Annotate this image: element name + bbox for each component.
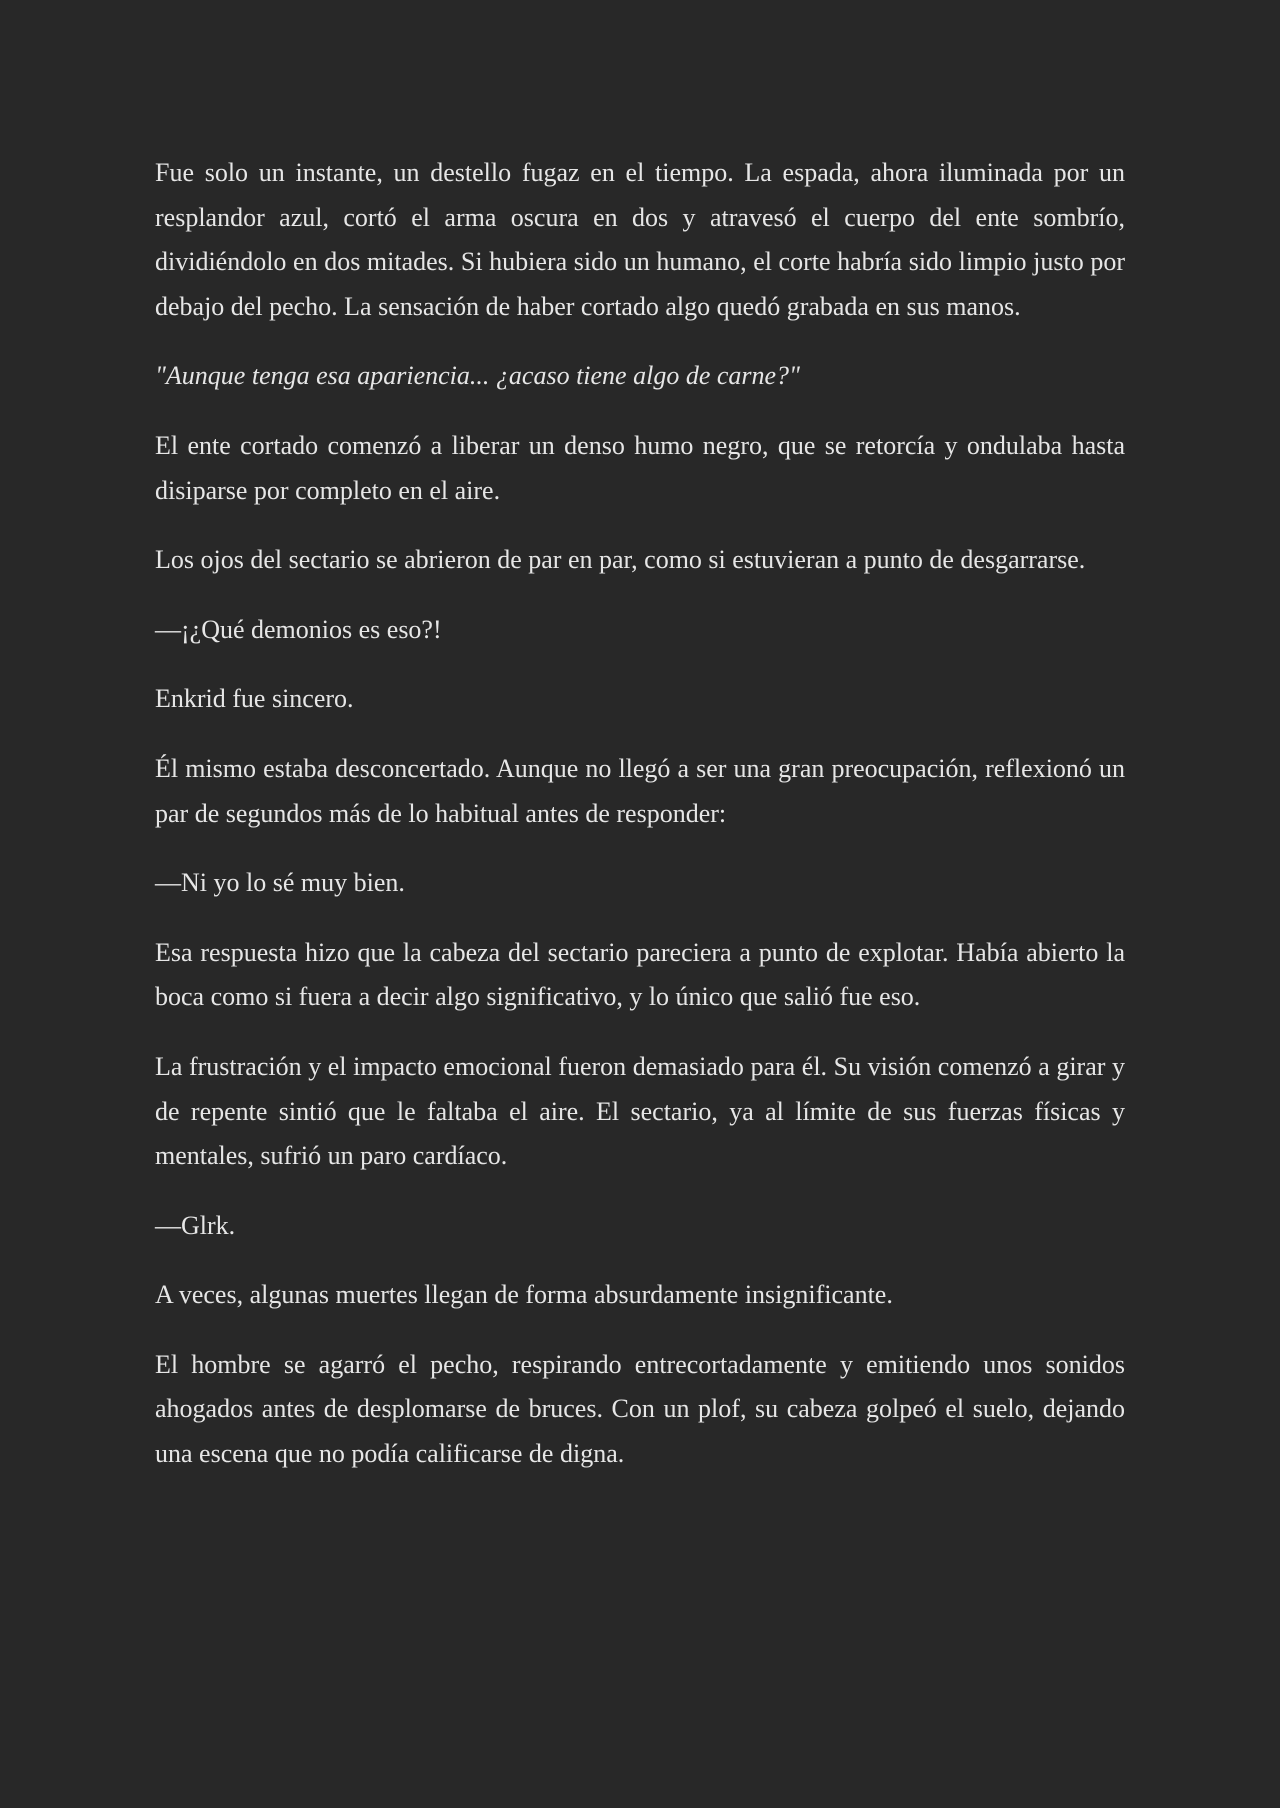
paragraph: La frustración y el impacto emocional fueron demasiado para él. Su visión comenzó a girar y de repente sintió que le faltaba el aire. El sectario, ya al límite de sus fuerzas físicas y mentales, sufrió un paro cardíaco. [155,1051,1125,1171]
paragraph: A veces, algunas muertes llegan de forma absurdamente insignificante. [155,1280,893,1310]
paragraph-dialogue: —Glrk. [155,1210,236,1240]
paragraph: El ente cortado comenzó a liberar un denso humo negro, que se retorcía y ondulaba hasta disiparse por completo en el aire. [155,430,1125,505]
paragraph: Esa respuesta hizo que la cabeza del sectario pareciera a punto de explotar. Había abierto la boca como si fuera a decir algo significativo, y lo único que salió fue eso. [155,937,1125,1012]
chapter-text [155,151,1125,1502]
paragraph-dialogue: —Ni yo lo sé muy bien. [155,868,405,898]
paragraph: El hombre se agarró el pecho, respirando entrecortadamente y emitiendo unos sonidos ahogados antes de desplomarse de bruces. Con un plof, su cabeza golpeó el suelo, dejando una escena que no podía calificarse de digna. [155,1349,1125,1469]
paragraph: Él mismo estaba desconcertado. Aunque no llegó a ser una gran preocupación, reflexionó un par de segundos más de lo habitual antes de responder: [155,753,1125,828]
paragraph: Los ojos del sectario se abrieron de par en par, como si estuvieran a punto de desgarrarse. [155,545,1086,575]
paragraph: Fue solo un instante, un destello fugaz en el tiempo. La espada, ahora iluminada por un resplandor azul, cortó el arma oscura en dos y atravesó el cuerpo del ente sombrío, dividiéndolo en dos mitades. Si hubiera sido un humano, el corte habría sido limpio justo por debajo del pecho. La sensación de haber cortado algo quedó grabada en sus manos. [155,158,1125,321]
paragraph-dialogue: —¡¿Qué demonios es eso?! [155,614,442,644]
paragraph-thought: "Aunque tenga esa apariencia... ¿acaso tiene algo de carne?" [155,361,800,391]
paragraph: Enkrid fue sincero. [155,684,354,714]
